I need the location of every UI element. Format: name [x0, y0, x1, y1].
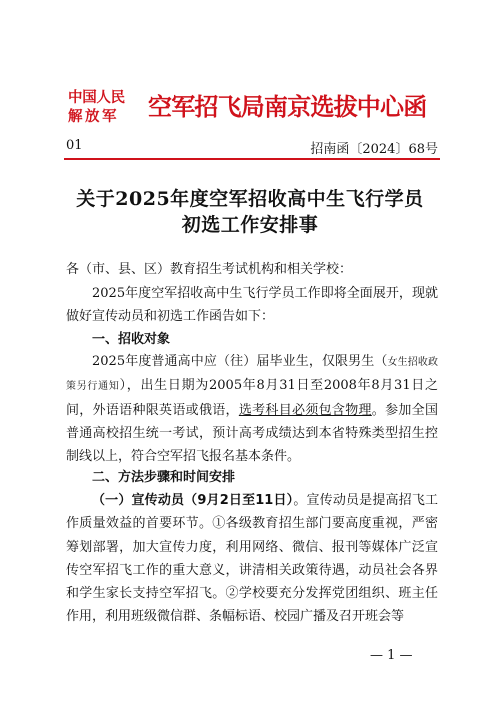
section2-sub-label: （一）宣传动员（9月2日至11日） — [92, 493, 294, 508]
document-title-line1: 关于2025年度空军招收高中生飞行学员 — [76, 188, 424, 210]
section1-paragraph — [66, 350, 438, 468]
letterhead-title: 空军招飞局南京选拔中心函 — [148, 92, 427, 121]
section1-underlined-text: 选考科目必须包含物理 — [238, 402, 372, 418]
intro-paragraph: 2025年度空军招收高中生飞行学员工作即将全面展开，现就做好宣传动员和初选工作函告如下： — [66, 286, 438, 325]
letterhead-org-block — [68, 88, 148, 128]
section1-text-b: ），出生日期为2005年8月31日至2008年8月31日之间，外语语种限英语或俄语， — [66, 378, 439, 418]
page-number: — 1 — — [370, 648, 413, 663]
letterhead-org-line1: 中国人民 — [68, 89, 125, 106]
document-number-row — [66, 138, 438, 157]
section1-note: 女生招收政策另行通知 — [66, 357, 438, 393]
red-divider — [64, 158, 440, 160]
section2-paragraph — [66, 489, 438, 629]
section2-heading: 二、方法步骤和时间安排 — [92, 470, 236, 485]
letterhead — [68, 88, 448, 128]
letterhead-org-line2: 解放军 — [68, 108, 119, 125]
section1-text-a: 2025年度普通高中应（往）届毕业生，仅限男生（ — [92, 354, 388, 369]
salutation: 各（市、县、区）教育招生考试机构和相关学校： — [66, 262, 353, 277]
document-serial: 01 — [66, 138, 83, 153]
section2-text: 。宣传动员是提高招飞工作质量效益的首要环节。①各级教育招生部门要高度重视，严密筹划部署，加大宣传力度，利用网络、微信、报刊等媒体广泛宣传空军招飞工作的重大意义，讲清相关政策待遇，动员社会各界和学生家长支持空军招飞。②学校要充分发挥党团组织、班主任作用，利用班级微信群、条幅标语、校园广播及召开班会等 — [66, 493, 438, 625]
document-title-line2: 初选工作安排事 — [181, 214, 319, 236]
section1-heading: 一、招收对象 — [92, 332, 171, 347]
document-number: 招南函〔2024〕68号 — [310, 142, 438, 157]
section1-text-c: 。参加全国普通高校招生统一考试，预计高考成绩达到本省特殊类型招生控制线以上，符合空军招飞报名基本条件。 — [66, 402, 438, 465]
